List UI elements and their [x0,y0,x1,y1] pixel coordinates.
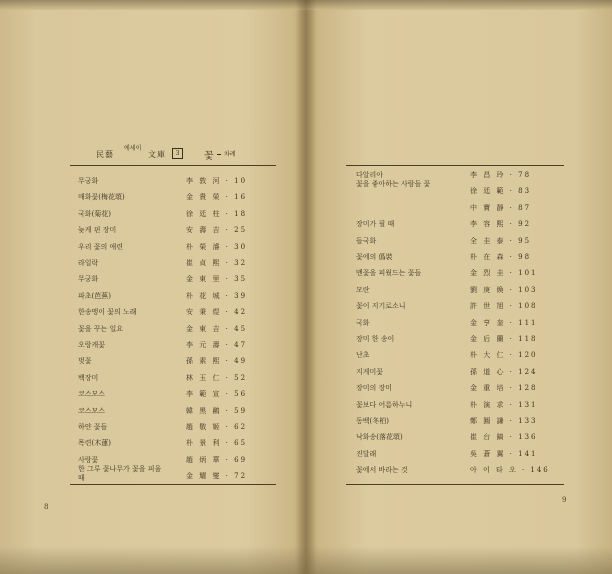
entry-author-page: 李 昌 玲 · 78 [470,171,532,179]
entry-author-page: 李 元 壽 · 47 [186,341,248,349]
entry-title: 늦게 핀 장미 [78,226,117,235]
footer-rule-right [346,484,564,485]
entry-author-page: 崔 台 鎬 · 136 [470,433,538,442]
header-rule [70,165,276,166]
right-page [306,0,612,574]
entry-author-page: 李 敦 河 · 10 [186,177,248,185]
entry-title: 꽃이 지기로소니 [356,302,406,311]
entry-author-page: 趙 敬 姬 · 62 [186,423,248,431]
entry-author-page: 金 東 里 · 35 [186,275,248,284]
entry-author-page: 吳 蒼 翼 · 141 [470,449,538,458]
entry-title: 모란 [356,285,370,294]
left-page [0,0,300,574]
entry-author-page: 許 世 旭 · 108 [470,302,538,311]
entry-title: 백장미 [78,373,99,382]
entry-title: 벚꽃 [78,357,92,366]
page-header [96,146,280,164]
entry-title: 국화(菊花) [78,209,111,218]
entry-author-page: 李 容 熙 · 92 [470,220,532,229]
page-number-right: 9 [562,496,567,504]
entry-title: 꽃에서 바라는 것 [356,466,408,475]
entry-title: 지게미꽃 [356,367,384,376]
entry-author-page: 金 耀 燮 · 72 [186,472,248,481]
entry-title: 꽃을 꾸는 일요 [78,324,124,333]
entry-title: 우리 꽃의 애련 [78,242,124,251]
entry-title: 목련(木蓮) [78,439,111,448]
header-series: 民藝 [96,150,114,159]
header-contents-label: 차례 [224,151,236,158]
entry-title: 라일락 [78,259,99,267]
entry-title: 한 그루 꽃나무가 꽃을 피울때 [78,465,162,483]
entry-author-page: 鄭 圓 謙 · 133 [470,417,538,425]
header-separator [217,154,221,155]
page-edge-bottom [0,546,612,574]
header-volume: 3 [172,148,183,159]
entry-title: 꽃보다 어름하누니 [356,400,413,409]
entry-author-page: 孫 道 心 · 124 [470,367,538,376]
entry-author-page: 朴 演 求 · 131 [470,400,538,409]
entry-title: 오랑캐꽃 [78,341,106,349]
page-number-left: 8 [44,503,49,511]
entry-author-page: 金 重 培 · 128 [470,384,538,393]
entry-title: 진달래 [356,449,377,458]
entry-title: 동백(冬柏) [356,417,389,425]
entry-author-page: 崔 貞 熙 · 32 [186,259,248,267]
entry-author-page: 趙 炳 華 · 69 [186,455,248,464]
entry-title: 맨꽃을 피웠드는 꽃들 [356,269,422,278]
toc-entry [356,459,586,479]
entry-title: 꽃을 좋아하는 사람들 꽃 [356,180,431,189]
entry-title: 난초 [356,351,370,360]
entry-author-page: 中 寶 靜 · 87 [470,203,532,212]
entry-title: 파초(芭蕉) [78,291,111,300]
entry-title: 한송맹이 꽃의 노래 [78,308,137,317]
entry-title: 낙화송(落花頌) [356,433,403,442]
entry-author-page: 朴 花 城 · 39 [186,291,248,300]
entry-author-page: 徐 廷 範 · 83 [470,187,532,196]
entry-author-page: 朴 在 森 · 98 [470,253,532,261]
entry-author-page: 金 后 蘭 · 118 [470,335,538,343]
entry-author-page: 朴 大 仁 · 120 [470,351,538,360]
header-title: 꽃 [204,151,214,162]
entry-title: 코스모스 [78,406,106,415]
entry-title: 사랑꽃 [78,455,99,464]
header-library: 文庫 [148,150,166,159]
entry-title: 장미 한 송이 [356,335,395,343]
footer-rule [70,484,276,485]
entry-author-page: 金 烈 圭 · 101 [470,269,538,278]
entry-author-page: 金 亨 奎 · 111 [470,318,538,327]
toc-entry [78,465,308,485]
entry-author-page: 李 範 宣 · 56 [186,390,248,399]
entry-title: 무궁화 [78,275,99,284]
entry-title: 다알리아 [356,171,384,179]
entry-author-page: 孫 素 熙 · 49 [186,357,248,366]
entry-author-page: 劉 庚 煥 · 103 [470,285,538,294]
entry-title: 장미의 장미 [356,384,393,393]
entry-author-page: 아 이 타 오 · 146 [470,466,550,475]
entry-author-page: 朴 榮 濬 · 30 [186,242,248,251]
entry-title: 국화 [356,318,370,327]
entry-author-page: 安 壽 吉 · 25 [186,226,248,235]
entry-title: 꽃에의 僞裝 [356,253,393,261]
entry-title: 들국화 [356,236,377,245]
entry-title: 하얀 꽃들 [78,423,108,431]
header-subtitle: 에세이 [124,145,142,152]
entry-author-page: 林 玉 仁 · 52 [186,373,248,382]
entry-title: 무궁화 [78,177,99,185]
entry-author-page: 韓 黑 鷗 · 59 [186,406,248,415]
entry-author-page: 安 秉 煜 · 42 [186,308,248,317]
entry-title: 매화꽃(梅花頌) [78,193,125,202]
entry-author-page: 徐 廷 柱 · 18 [186,209,248,218]
entry-author-page: 朴 景 利 · 65 [186,439,248,448]
entry-title: 장미가 필 때 [356,220,395,229]
entry-author-page: 金 東 吉 · 45 [186,324,248,333]
entry-title: 코스모스 [78,390,106,399]
entry-author-page: 全 圭 泰 · 95 [470,236,532,245]
entry-author-page: 金 貴 榮 · 16 [186,193,248,202]
